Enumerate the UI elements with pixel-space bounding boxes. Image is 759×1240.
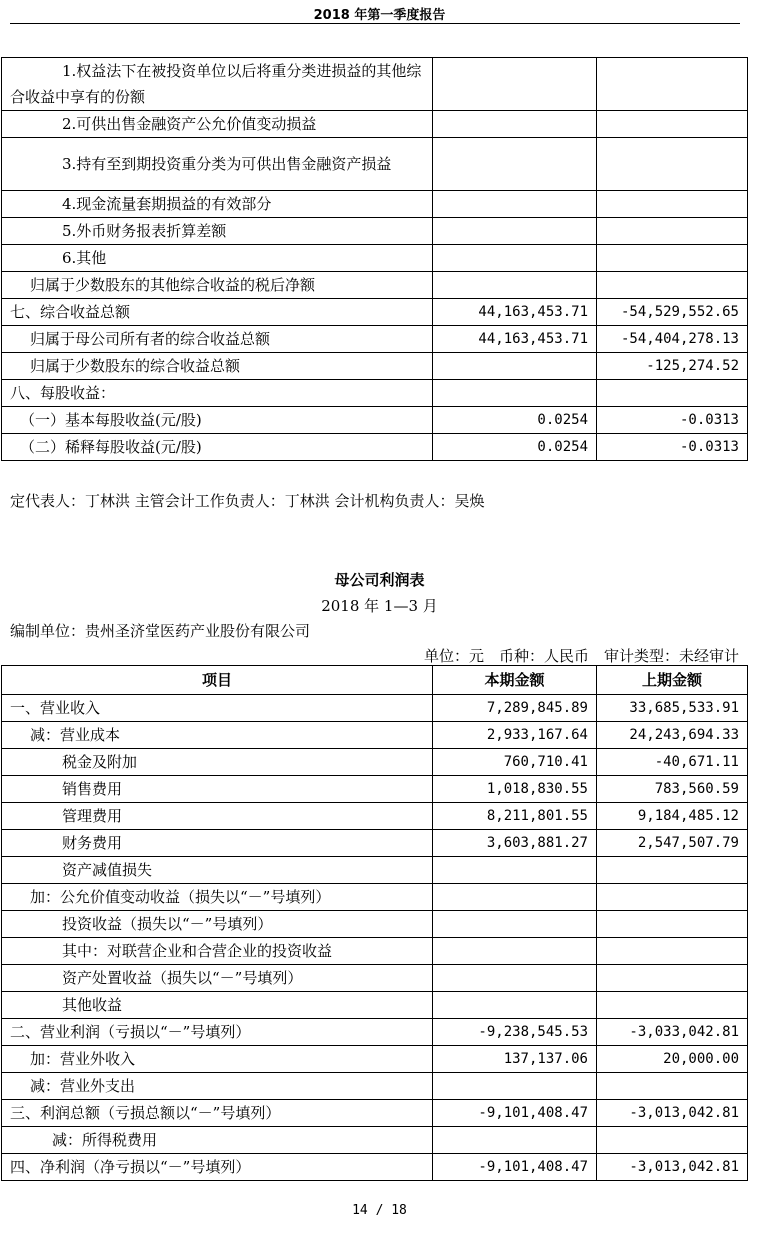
row-item: 3.持有至到期投资重分类为可供出售金融资产损益 (2, 138, 433, 191)
previous-amount (597, 1073, 748, 1100)
current-amount (433, 992, 597, 1019)
row-item: （二）稀释每股收益(元/股) (2, 434, 433, 461)
previous-amount: 24,243,694.33 (597, 722, 748, 749)
current-amount (433, 58, 597, 111)
row-item: 减：所得税费用 (2, 1127, 433, 1154)
row-item: 加：营业外收入 (2, 1046, 433, 1073)
table-row (2, 1073, 748, 1100)
row-item: 七、综合收益总额 (2, 299, 433, 326)
previous-amount (597, 58, 748, 111)
current-amount (433, 218, 597, 245)
current-amount (433, 380, 597, 407)
row-item: 归属于少数股东的其他综合收益的税后净额 (2, 272, 433, 299)
previous-amount (597, 111, 748, 138)
table-row (2, 965, 748, 992)
previous-amount (597, 884, 748, 911)
table-row (2, 1154, 748, 1181)
table-row (2, 857, 748, 884)
previous-amount: -40,671.11 (597, 749, 748, 776)
current-amount (433, 857, 597, 884)
row-item: 税金及附加 (2, 749, 433, 776)
row-item: 一、营业收入 (2, 695, 433, 722)
current-amount: -9,101,408.47 (433, 1154, 597, 1181)
table-row (2, 1127, 748, 1154)
table-row (2, 830, 748, 857)
row-item: 财务费用 (2, 830, 433, 857)
current-amount (433, 138, 597, 191)
page-header: 2018 年第一季度报告 (313, 8, 446, 23)
row-item: 加：公允价值变动收益（损失以“－”号填列） (2, 884, 433, 911)
table-row (2, 111, 748, 138)
previous-amount: 9,184,485.12 (597, 803, 748, 830)
previous-amount: 33,685,533.91 (597, 695, 748, 722)
previous-amount (597, 992, 748, 1019)
parent-income-statement-table (1, 665, 748, 1181)
previous-amount (597, 272, 748, 299)
previous-amount (597, 911, 748, 938)
row-item: 投资收益（损失以“－”号填列） (2, 911, 433, 938)
current-amount (433, 911, 597, 938)
row-item: 销售费用 (2, 776, 433, 803)
row-item: 资产处置收益（损失以“－”号填列） (2, 965, 433, 992)
previous-amount: 2,547,507.79 (597, 830, 748, 857)
compiling-entity: 编制单位：贵州圣济堂医药产业股份有限公司 (10, 622, 311, 640)
previous-amount (597, 245, 748, 272)
comprehensive-income-table (1, 57, 748, 461)
row-item: 6.其他 (2, 245, 433, 272)
current-amount: -9,101,408.47 (433, 1100, 597, 1127)
current-amount: 7,289,845.89 (433, 695, 597, 722)
table-row (2, 434, 748, 461)
statement-title: 母公司利润表 (334, 571, 425, 589)
row-item: 其中：对联营企业和合营企业的投资收益 (2, 938, 433, 965)
table-row (2, 722, 748, 749)
table-row (2, 380, 748, 407)
table-row (2, 749, 748, 776)
table-row (2, 58, 748, 111)
previous-amount (597, 191, 748, 218)
statement-period: 2018 年 1—3 月 (321, 597, 438, 615)
previous-amount: -125,274.52 (597, 353, 748, 380)
previous-amount: -0.0313 (597, 407, 748, 434)
column-header-previous: 上期金额 (597, 666, 748, 695)
previous-amount (597, 965, 748, 992)
current-amount: 137,137.06 (433, 1046, 597, 1073)
table-row (2, 138, 748, 191)
current-amount: 2,933,167.64 (433, 722, 597, 749)
table-row (2, 911, 748, 938)
current-amount (433, 353, 597, 380)
table-row (2, 1019, 748, 1046)
current-amount: 8,211,801.55 (433, 803, 597, 830)
previous-amount: -3,033,042.81 (597, 1019, 748, 1046)
current-amount: 3,603,881.27 (433, 830, 597, 857)
signatories-line: 定代表人：丁林洪 主管会计工作负责人：丁林洪 会计机构负责人：吴焕 (10, 492, 485, 510)
header-divider (10, 23, 740, 24)
row-item: 四、净利润（净亏损以“－”号填列） (2, 1154, 433, 1181)
row-item: 管理费用 (2, 803, 433, 830)
previous-amount (597, 938, 748, 965)
row-item: 三、利润总额（亏损总额以“－”号填列） (2, 1100, 433, 1127)
row-item: 其他收益 (2, 992, 433, 1019)
previous-amount (597, 1127, 748, 1154)
row-item: （一）基本每股收益(元/股) (2, 407, 433, 434)
previous-amount: -3,013,042.81 (597, 1100, 748, 1127)
table-row (2, 353, 748, 380)
row-item: 1.权益法下在被投资单位以后将重分类进损益的其他综合收益中享有的份额 (2, 58, 433, 111)
table-row (2, 1100, 748, 1127)
current-amount: 760,710.41 (433, 749, 597, 776)
current-amount (433, 884, 597, 911)
table-row (2, 803, 748, 830)
row-item: 归属于少数股东的综合收益总额 (2, 353, 433, 380)
column-header-current: 本期金额 (433, 666, 597, 695)
current-amount (433, 938, 597, 965)
row-item: 归属于母公司所有者的综合收益总额 (2, 326, 433, 353)
row-item: 资产减值损失 (2, 857, 433, 884)
table-row (2, 1046, 748, 1073)
column-header-item: 项目 (2, 666, 433, 695)
current-amount (433, 272, 597, 299)
previous-amount (597, 857, 748, 884)
row-item: 4.现金流量套期损益的有效部分 (2, 191, 433, 218)
current-amount: 1,018,830.55 (433, 776, 597, 803)
previous-amount: -54,529,552.65 (597, 299, 748, 326)
current-amount: 0.0254 (433, 434, 597, 461)
current-amount: 0.0254 (433, 407, 597, 434)
current-amount (433, 1127, 597, 1154)
table-row (2, 191, 748, 218)
previous-amount (597, 138, 748, 191)
table-row (2, 992, 748, 1019)
table-row (2, 299, 748, 326)
current-amount (433, 1073, 597, 1100)
current-amount (433, 965, 597, 992)
row-item: 5.外币财务报表折算差额 (2, 218, 433, 245)
table-row (2, 245, 748, 272)
previous-amount: 20,000.00 (597, 1046, 748, 1073)
table-row (2, 776, 748, 803)
table-row (2, 218, 748, 245)
previous-amount: -0.0313 (597, 434, 748, 461)
table-row (2, 272, 748, 299)
row-item: 2.可供出售金融资产公允价值变动损益 (2, 111, 433, 138)
table-row (2, 326, 748, 353)
previous-amount: -3,013,042.81 (597, 1154, 748, 1181)
table-row (2, 407, 748, 434)
row-item: 减：营业成本 (2, 722, 433, 749)
row-item: 减：营业外支出 (2, 1073, 433, 1100)
current-amount: 44,163,453.71 (433, 326, 597, 353)
table-row (2, 695, 748, 722)
unit-currency-audit: 单位：元 币种：人民币 审计类型：未经审计 (423, 647, 739, 665)
table-row (2, 938, 748, 965)
current-amount (433, 191, 597, 218)
page-number: 14 / 18 (352, 1203, 407, 1218)
previous-amount (597, 218, 748, 245)
previous-amount (597, 380, 748, 407)
current-amount (433, 111, 597, 138)
previous-amount: 783,560.59 (597, 776, 748, 803)
current-amount (433, 245, 597, 272)
previous-amount: -54,404,278.13 (597, 326, 748, 353)
row-item: 八、每股收益： (2, 380, 433, 407)
row-item: 二、营业利润（亏损以“－”号填列） (2, 1019, 433, 1046)
current-amount: 44,163,453.71 (433, 299, 597, 326)
current-amount: -9,238,545.53 (433, 1019, 597, 1046)
table-header-row (2, 666, 748, 695)
table-row (2, 884, 748, 911)
